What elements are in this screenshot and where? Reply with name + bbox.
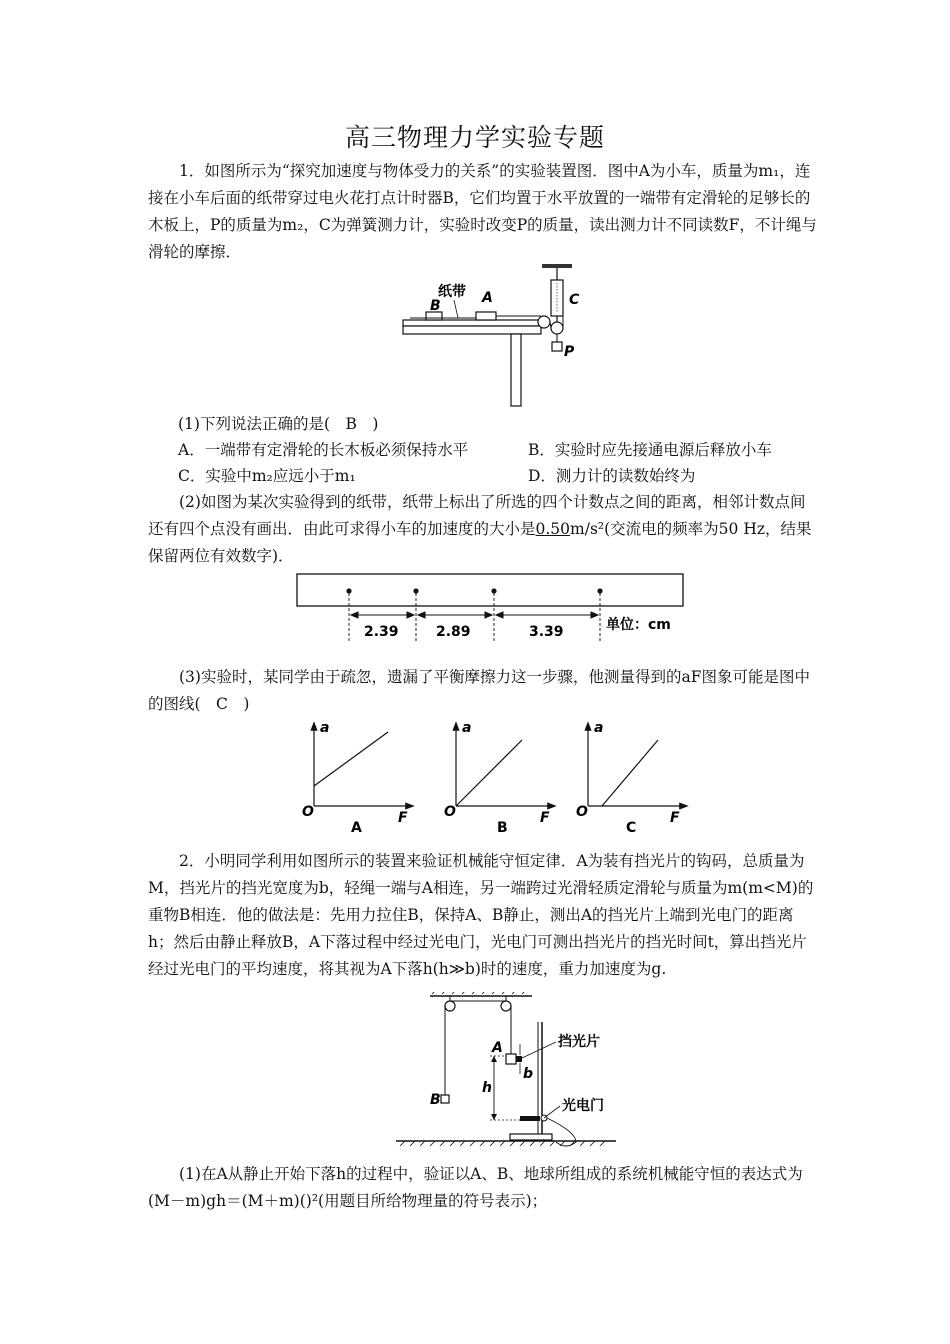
paper-tape: [297, 574, 683, 606]
svg-text:a: a: [320, 720, 330, 736]
paper-tape-figure: [294, 570, 690, 648]
af-graphs-figure: [296, 718, 696, 840]
distance-1: 2.39: [364, 624, 399, 640]
q1-option-c: C．实验中m₂应远小于m₁: [178, 467, 356, 485]
svg-text:F: F: [398, 810, 408, 826]
graph-a: [302, 720, 410, 836]
page-title: 高三物理力学实验专题: [344, 123, 605, 152]
label-width-b: b: [523, 1066, 534, 1082]
svg-text:a: a: [462, 720, 472, 736]
q1-apparatus-figure: [398, 262, 588, 410]
table-leg: [511, 334, 521, 406]
svg-text:O: O: [444, 804, 456, 820]
svg-text:a: a: [594, 720, 604, 736]
label-b2: B: [430, 1092, 441, 1108]
stand-base: [510, 1134, 552, 1140]
unit-label: 单位：cm: [606, 617, 671, 633]
distance-3: 3.39: [529, 624, 564, 640]
table-top: [403, 326, 541, 334]
graph-c-label: C: [626, 820, 637, 836]
left-pulley: [445, 1001, 455, 1011]
graph-a-label: A: [351, 820, 362, 836]
movable-pulley: [551, 322, 563, 334]
label-b: B: [430, 298, 441, 314]
cart-a: [476, 312, 496, 320]
q1-option-d: D．测力计的读数始终为: [528, 467, 696, 485]
count-point-1: [346, 588, 351, 593]
ceiling-mount: [542, 264, 572, 268]
svg-text:O: O: [576, 804, 588, 820]
label-tape: 纸带: [438, 284, 466, 300]
graph-c-line: [602, 740, 658, 806]
q2-part1: (1)在A从静止开始下落h的过程中，验证以A、B、地球所组成的系统机械能守恒的表达式为(M－m)gh＝(M＋m)()²(用题目所给物理量的符号表示)；: [148, 1165, 803, 1210]
q2-intro: 2．小明同学利用如图所示的装置来验证机械能守恒定律．A为装有挡光片的钩码，总质量为M，挡光片的挡光宽度为b，轻绳一端与A相连，另一端跨过光滑轻质定滑轮与质量为m(m<M)的重物B相连．他的做法是：先用力拉住B，保持A、B静止，测出A的挡光片上端到光电门的距离h；然后由静止释放B，A下落过程中经过光电门，光电门可测出挡光片的挡光时间t，算出挡光片经过光电门的平均速度，将其视为A下落h(h≫b)时的速度，重力加速度为g.: [148, 852, 814, 978]
q2-apparatus-figure: [396, 992, 616, 1152]
label-height-h: h: [482, 1080, 492, 1096]
count-point-2: [413, 588, 418, 593]
graph-b: [444, 720, 552, 836]
svg-text:F: F: [540, 810, 550, 826]
graph-a-line: [314, 732, 388, 786]
q1-option-b: B．实验时应先接通电源后释放小车: [528, 441, 772, 459]
graph-b-line: [456, 740, 522, 806]
count-point-4: [597, 588, 602, 593]
q1-part2: (2)如图为某次实验得到的纸带，纸带上标出了所选的四个计数点之间的距离，相邻计数点间还有四个点没有画出．由此可求得小车的加速度的大小是0.50m/s²(交流电的频率为50 Hz，结果保留两位有效数字)．: [148, 493, 812, 565]
svg-text:O: O: [302, 804, 314, 820]
fixed-pulley: [538, 316, 550, 328]
distance-2: 2.89: [436, 624, 471, 640]
weight-a: [506, 1054, 516, 1064]
q1-part2-answer: 0.50: [535, 520, 571, 538]
q1-option-a: A．一端带有定滑轮的长木板必须保持水平: [178, 441, 469, 459]
right-pulley: [501, 1001, 511, 1011]
label-shade: 挡光片: [558, 1034, 600, 1050]
graph-c: [576, 720, 684, 836]
photogate: [520, 1116, 540, 1121]
label-p: P: [564, 344, 575, 360]
svg-text:F: F: [670, 810, 680, 826]
weight-p: [552, 342, 562, 351]
q1-part3: (3)实验时，某同学由于疏忽，遗漏了平衡摩擦力这一步骤，他测量得到的aF图象可能是图中的图线( C ): [148, 668, 810, 713]
count-point-3: [491, 588, 496, 593]
label-gate: 光电门: [562, 1098, 604, 1114]
board: [403, 320, 541, 326]
q1-intro: 1．如图所示为“探究加速度与物体受力的关系”的实验装置图．图中A为小车，质量为m₁，连接在小车后面的纸带穿过电火花打点计时器B，它们均置于水平放置的一端带有定滑轮的足够长的木板上，P的质量为m₂，C为弹簧测力计，实验时改变P的质量，读出测力计不同读数F，不计绳与滑轮的摩擦．: [148, 162, 817, 261]
graph-b-label: B: [497, 820, 508, 836]
weight-b: [441, 1095, 449, 1103]
label-c: C: [569, 292, 580, 308]
label-a: A: [482, 290, 493, 306]
q1-part1-stem: (1)下列说法正确的是( B ): [178, 415, 379, 433]
shading-plate: [516, 1056, 522, 1062]
label-a2: A: [492, 1040, 503, 1056]
